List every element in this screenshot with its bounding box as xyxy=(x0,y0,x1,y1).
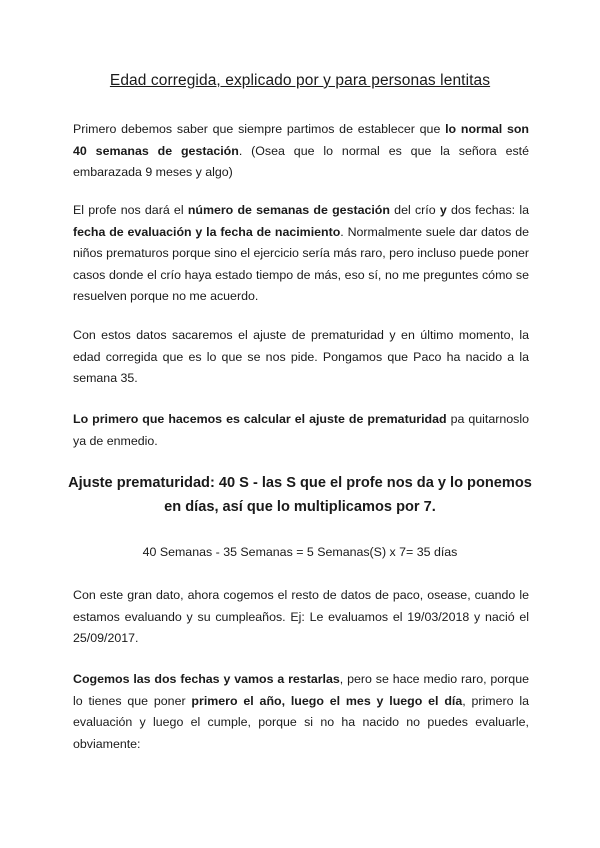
paragraph-subtract-dates xyxy=(73,669,529,755)
formula-calculation: 40 Semanas - 35 Semanas = 5 Semanas(S) x 7= 35 días xyxy=(142,545,458,559)
paragraph-example-intro: Con estos datos sacaremos el ajuste de prematuridad y en último momento, la edad corregida que es lo que se nos pide. Pongamos que Paco ha nacido a la semana 35. xyxy=(73,328,529,385)
paragraph-normal-gestation xyxy=(73,119,529,184)
text-run: dos fechas: la xyxy=(446,203,529,217)
bold-text: Lo primero que hacemos es calcular el ajuste de prematuridad xyxy=(73,412,447,426)
text-run: El profe nos dará el xyxy=(73,203,188,217)
paragraph-first-step xyxy=(73,409,529,452)
text-run: Primero debemos saber que siempre partimos de establecer que xyxy=(73,122,446,136)
bold-text: y xyxy=(439,203,447,217)
bold-text: lo normal son 40 semanas de gestación xyxy=(73,122,529,158)
text-run: , pero se hace medio raro, porque lo tienes que poner xyxy=(73,672,529,708)
bold-text: Cogemos las dos fechas y vamos a restarlas xyxy=(73,672,340,686)
heading-prematurity-adjustment: Ajuste prematuridad: 40 S - las S que el profe nos da y lo ponemos en días, así que lo multiplicamos por 7. xyxy=(68,475,532,515)
paragraph-data-given xyxy=(73,200,529,308)
bold-text: fecha de evaluación y la fecha de nacimiento xyxy=(73,224,341,239)
paragraph-example-dates: Con este gran dato, ahora cogemos el resto de datos de paco, osease, cuando le estamos evaluando y su cumpleaños. Ej: Le evaluamos el 19/03/2018 y nació el 25/09/2017. xyxy=(73,588,529,645)
bold-text: primero el año, luego el mes y luego el día xyxy=(191,693,463,708)
text-run: pa quitarnoslo ya de enmedio. xyxy=(73,412,529,448)
text-run: . Normalmente suele dar datos de niños prematuros porque sino el ejercicio sería más raro, pero incluso puede poner casos donde el crío haya estado tiempo de más, eso sí, no me preguntes cómo se resuelven porque no me acuerdo. xyxy=(73,224,529,303)
bold-text: número de semanas de gestación xyxy=(187,203,390,217)
text-run: del crío xyxy=(389,203,440,217)
document-title: Edad corregida, explicado por y para personas lentitas xyxy=(109,72,491,89)
text-run: . (Osea que lo normal es que la señora esté embarazada 9 meses y algo) xyxy=(73,143,529,179)
text-run: , primero la evaluación y luego el cumple, porque si no ha nacido no puedes evaluarle, obviamente: xyxy=(73,693,529,751)
